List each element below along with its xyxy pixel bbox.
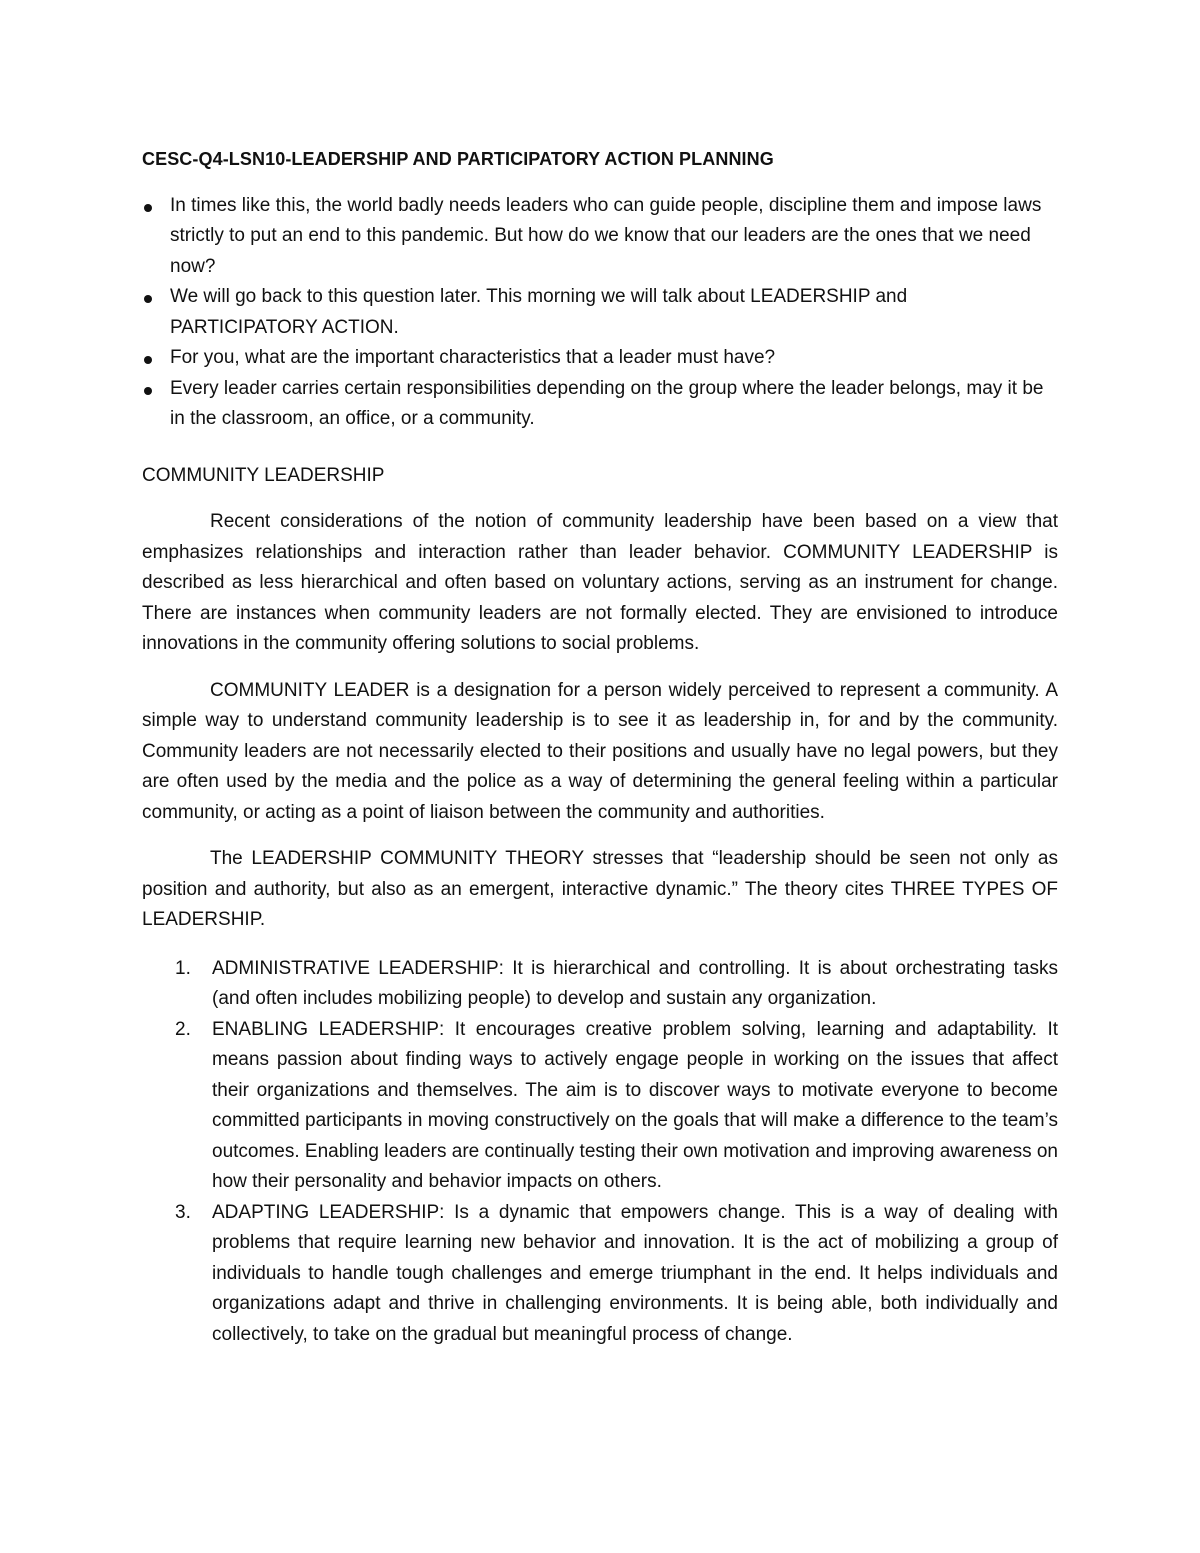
leadership-type-text: ADMINISTRATIVE LEADERSHIP: It is hierarchical and controlling. It is about orchestrating tasks (and often includes mobilizing people) to develop and sustain any organization.	[212, 957, 1058, 1009]
bullet-text: We will go back to this question later. This morning we will talk about LEADERSHIP and PARTICIPATORY ACTION.	[170, 286, 908, 338]
leadership-type-item	[142, 1198, 1058, 1351]
list-number: 3.	[175, 1201, 191, 1223]
bullet-item	[142, 343, 1058, 374]
paragraph-community-leader: COMMUNITY LEADER is a designation for a person widely perceived to represent a community. A simple way to understand community leadership is to see it as leadership in, for and by the community. Community leaders are not necessarily elected to their positions and usually have no legal powers, but they are often used by the media and the police as a way of determining the general feeling within a particular community, or acting as a point of liaison between the community and authorities.	[142, 679, 1058, 823]
section-heading: COMMUNITY LEADERSHIP	[142, 464, 385, 486]
bullet-item	[142, 191, 1058, 283]
paragraph-leadership-theory: The LEADERSHIP COMMUNITY THEORY stresses that “leadership should be seen not only as position and authority, but also as an emergent, interactive dynamic.” The theory cites THREE TYPES OF LEADERSHIP.	[142, 848, 1058, 930]
bullet-icon	[144, 295, 152, 303]
intro-bullet-list	[142, 191, 1058, 435]
bullet-text: In times like this, the world badly needs leaders who can guide people, discipline them and impose laws strictly to put an end to this pandemic. But how do we know that our leaders are the ones that we need now?	[170, 194, 1042, 277]
bullet-text: Every leader carries certain responsibilities depending on the group where the leader belongs, may it be in the classroom, an office, or a community.	[170, 377, 1044, 429]
bullet-icon	[144, 204, 152, 212]
bullet-item	[142, 374, 1058, 435]
paragraph-community-leadership: Recent considerations of the notion of community leadership have been based on a view that emphasizes relationships and interaction rather than leader behavior. COMMUNITY LEADERSHIP is described as less hierarchical and often based on voluntary actions, serving as an instrument for change. There are instances when community leaders are not formally elected. They are envisioned to introduce innovations in the community offering solutions to social problems.	[142, 511, 1058, 654]
leadership-type-item	[142, 954, 1058, 1015]
leadership-type-item	[142, 1015, 1058, 1198]
document-content	[142, 144, 1058, 1350]
leadership-type-text: ADAPTING LEADERSHIP: Is a dynamic that empowers change. This is a way of dealing with problems that require learning new behavior and innovation. It is the act of mobilizing a group of individuals to handle tough challenges and emerge triumphant in the end. It helps individuals and organizations adapt and thrive in challenging environments. It is being able, both individually and collectively, to take on the gradual but meaningful process of change.	[212, 1201, 1058, 1345]
bullet-item	[142, 282, 1058, 343]
bullet-text: For you, what are the important characteristics that a leader must have?	[170, 347, 776, 368]
document-title: CESC-Q4-LSN10-LEADERSHIP AND PARTICIPATORY ACTION PLANNING	[142, 149, 774, 169]
list-number: 2.	[175, 1018, 191, 1040]
list-number: 1.	[175, 957, 191, 979]
leadership-type-text: ENABLING LEADERSHIP: It encourages creative problem solving, learning and adaptability. It means passion about finding ways to actively engage people in working on the issues that affect their organizations and themselves. The aim is to discover ways to motivate everyone to become committed participants in moving constructively on the goals that will make a difference to the team’s outcomes. Enabling leaders are continually testing their own motivation and improving awareness on how their personality and behavior impacts on others.	[212, 1018, 1058, 1192]
bullet-icon	[144, 356, 152, 364]
leadership-types-list	[142, 954, 1058, 1351]
bullet-icon	[144, 387, 152, 395]
